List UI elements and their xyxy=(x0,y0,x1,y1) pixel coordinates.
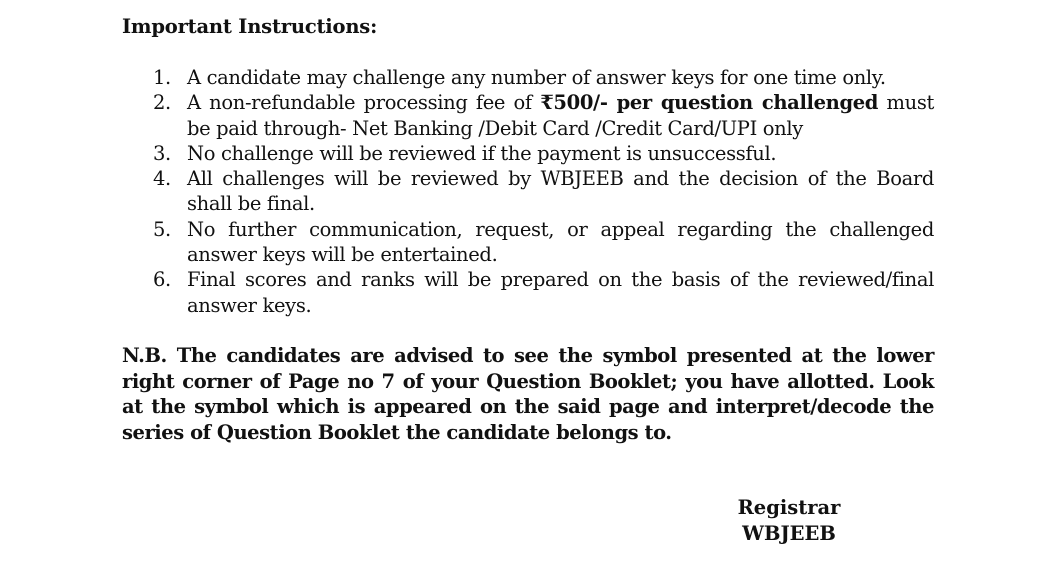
instruction-number: 1. xyxy=(153,66,171,89)
instruction-number: 2. xyxy=(153,91,171,115)
instruction-item-4 xyxy=(153,166,934,217)
instruction-item-5 xyxy=(153,217,934,268)
instruction-text: All challenges will be reviewed by WBJEEB and the decision of the Board shall be final. xyxy=(187,167,934,216)
instruction-text: Final scores and ranks will be prepared on the basis of the reviewed/final answer keys. xyxy=(187,268,934,317)
instruction-text: No challenge will be reviewed if the payment is unsuccessful. xyxy=(187,141,777,165)
fee-highlight: ₹500/- per question challenged xyxy=(540,91,879,115)
instruction-text: A candidate may challenge any number of answer keys for one time only. xyxy=(187,66,886,89)
nb-note: N.B. The candidates are advised to see the symbol presented at the lower right corner of Page no 7 of your Question Booklet; you have allotted. Look at the symbol which is appeared on the said page and interpret/decode the series of Question Booklet the candidate belongs to. xyxy=(122,344,934,444)
instruction-number: 5. xyxy=(153,217,171,241)
page-heading: Important Instructions: xyxy=(122,15,378,38)
instruction-number: 4. xyxy=(153,167,171,191)
instruction-item-6 xyxy=(153,267,934,318)
instruction-text: No further communication, request, or appeal regarding the challenged answer keys will be entertained. xyxy=(187,217,934,267)
instruction-item-3 xyxy=(153,141,934,166)
instruction-item-2 xyxy=(153,90,934,141)
signature-block xyxy=(734,495,844,546)
signatory-organization: WBJEEB xyxy=(742,521,836,545)
instruction-number: 6. xyxy=(153,268,171,292)
signatory-title: Registrar xyxy=(737,496,841,519)
instructions-list xyxy=(153,65,934,318)
instruction-item-1 xyxy=(153,65,934,90)
instruction-text-before: A non-refundable processing fee of xyxy=(187,91,541,115)
instruction-number: 3. xyxy=(153,141,171,165)
instruction-text-after: must be paid through- Net Banking /Debit Card /Credit Card/UPI only xyxy=(187,91,934,140)
